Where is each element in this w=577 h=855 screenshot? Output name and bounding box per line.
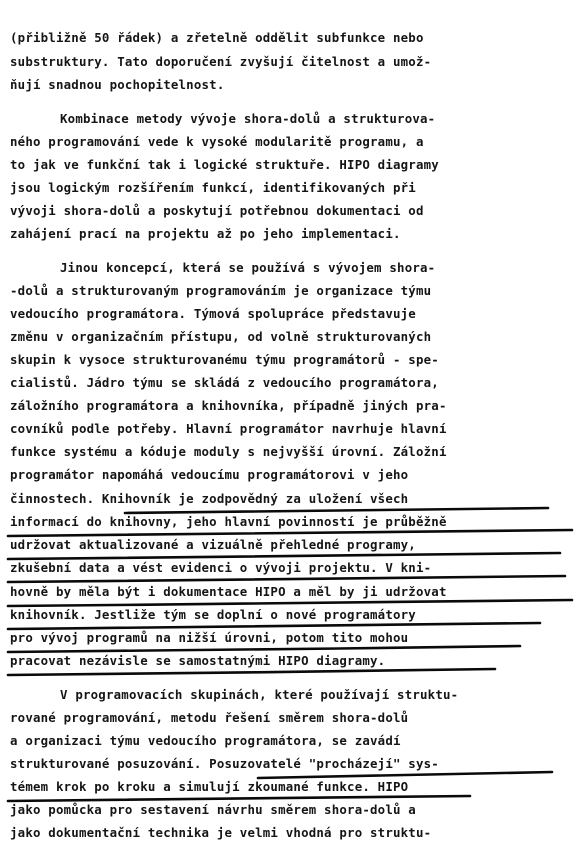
text-line: jsou logickým rozšířením funkcí, identifikovaných při [10,180,416,195]
text-line: substruktury. Tato doporučení zvyšují čitelnost a umož- [10,54,432,69]
underline-mark [8,796,470,801]
text-line: pro vývoj programů na nižší úrovni, potom tito mohou [10,630,409,645]
text-line: a organizaci týmu vedoucího programátora, se zavádí [10,733,401,748]
text-line: záložního programátora a knihovníka, případně jiných pra- [10,398,447,413]
text-line: jako dokumentační technika je velmi vhodná pro struktu- [10,825,432,840]
underline-mark [8,576,565,582]
text-line: funkce systému a kóduje moduly s nejvyšší úrovní. Záložní [10,444,447,459]
text-line: pracovat nezávisle se samostatnými HIPO diagramy. [10,653,386,668]
text-line: témem krok po kroku a simulují zkoumané funkce. HIPO [10,779,409,794]
text-line: programátor napomáhá vedoucímu programátorovi v jeho [10,467,409,482]
text-line: ňují snadnou pochopitelnost. [10,77,225,92]
text-line: zahájení prací na projektu až po jeho implementaci. [10,226,401,241]
text-line: V programovacích skupinách, které používají struktu- [60,687,459,702]
text-line: strukturované posuzování. Posuzovatelé "procházejí" sys- [10,756,439,771]
text-line: vedoucího programátora. Týmová spolupráce představuje [10,306,416,321]
text-line: to jak ve funkční tak i logické struktuře. HIPO diagramy [10,157,439,172]
underline-mark [8,530,572,536]
underline-mark [8,600,572,606]
underline-mark [8,623,540,629]
underline-mark [8,646,520,652]
underline-mark [125,508,548,513]
underline-mark [258,772,552,778]
text-line: Jinou koncepcí, která se používá s vývojem shora- [60,260,436,275]
text-line: knihovník. Jestliže tým se doplní o nové programátory [10,607,416,622]
text-line: rované programování, metodu řešení směrem shora-dolů [10,710,409,725]
underline-mark [8,669,495,675]
text-line: cialistů. Jádro týmu se skládá z vedoucího programátora, [10,375,439,390]
text-line: činnostech. Knihovník je zodpovědný za uložení všech [10,491,409,506]
text-line: informací do knihovny, jeho hlavní povinností je průběžně [10,514,447,529]
text-line: změnu v organizačním přístupu, od volně strukturovaných [10,329,432,344]
text-line: -dolů a strukturovaným programováním je organizace týmu [10,283,432,298]
text-line: udržovat aktualizované a vizuálně přehledné programy, [10,537,416,552]
text-line: skupin k vysoce strukturovanému týmu programátorů - spe- [10,352,439,367]
text-line: zkušební data a vést evidenci o vývoji projektu. V kni- [10,560,432,575]
text-line: (přibližně 50 řádek) a zřetelně oddělit subfunkce nebo [10,30,424,45]
text-line: Kombinace metody vývoje shora-dolů a strukturova- [60,111,436,126]
text-line: hovně by měla být i dokumentace HIPO a měl by ji udržovat [10,584,447,599]
text-line: ného programování vede k vysoké modularitě programu, a [10,134,424,149]
text-line: jako pomůcka pro sestavení návrhu směrem shora-dolů a [10,802,416,817]
text-line: covníků podle potřeby. Hlavní programátor navrhuje hlavní [10,421,447,436]
text-line: vývoji shora-dolů a poskytují potřebnou dokumentaci od [10,203,424,218]
underline-mark [8,553,560,559]
